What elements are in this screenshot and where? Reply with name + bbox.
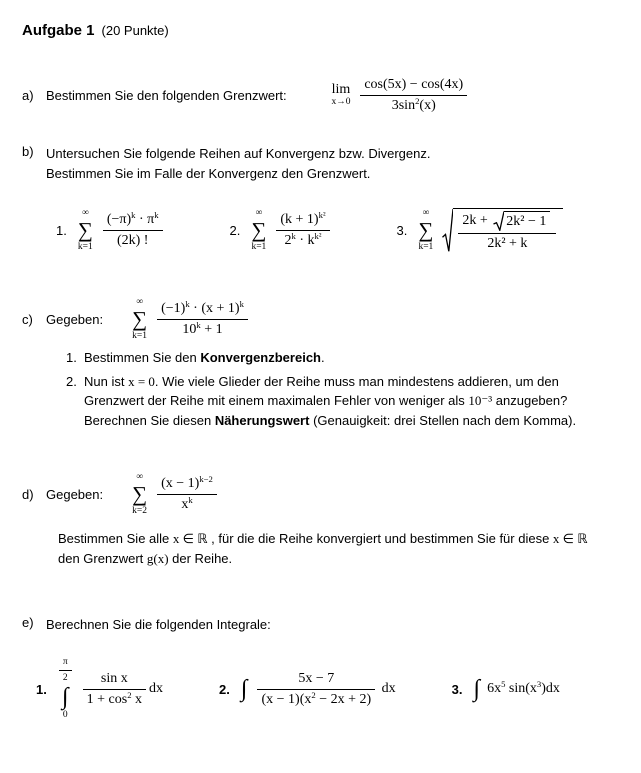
- series-list: [56, 208, 619, 253]
- section-e-header: [22, 615, 619, 635]
- formula-series-2: ∞ ∑ k=1 (k + 1) k² 2 k · k k²: [248, 208, 332, 253]
- task-c2: [66, 372, 619, 431]
- section-c-tasks: [22, 348, 619, 430]
- section-e-label: e): [22, 615, 34, 631]
- formula-integral-1: $\frac{\pi}{2}$ ∫ 0 sin x 1 + cos 2 x dx: [55, 657, 163, 721]
- section-c: [22, 297, 619, 430]
- task-heading: [22, 22, 619, 39]
- section-b: [22, 144, 619, 253]
- integral-number-2: 2.: [219, 681, 230, 697]
- integral-number-1: 1.: [36, 681, 47, 697]
- section-c-label: c): [22, 312, 33, 328]
- formula-series-1: ∞ ∑ k=1 (−π) k · π k (2k) !: [75, 208, 166, 253]
- integral-item-3: [452, 676, 560, 702]
- formula-series-d: ∞ ∑ k=2 (x − 1) k−2 x k: [129, 472, 220, 517]
- section-b-line1: Untersuchen Sie folgende Reihen auf Konvergenz bzw. Divergenz.: [46, 146, 431, 161]
- section-d-given: Gegeben:: [46, 486, 104, 502]
- integral-list: [36, 657, 619, 721]
- formula-series-c: ∞ ∑ k=1 (−1) k · (x + 1) k 10 k + 1: [129, 297, 251, 342]
- task-points: (20 Punkte): [101, 23, 169, 38]
- task-c2-number: 2.: [66, 373, 77, 389]
- section-b-label: b): [22, 144, 34, 159]
- section-e-text: Berechnen Sie die folgenden Integrale:: [46, 617, 271, 633]
- section-d: [22, 472, 619, 569]
- section-d-text: Bestimmen Sie alle x ∈ ℝ , für die die Reihe konvergiert und bestimmen Sie für diese x ∈ ℝ den Grenzwert g(x) der Reihe.: [58, 530, 588, 567]
- section-a: [22, 77, 619, 114]
- formula-limit: lim x→0 cos(5x) − cos(4x) 3sin 2 (x): [329, 77, 471, 114]
- series-item-3: [397, 208, 566, 253]
- series-item-2: [230, 208, 333, 253]
- section-d-header: [22, 472, 619, 517]
- series-item-1: [56, 208, 166, 253]
- task-c1-number: 1.: [66, 350, 77, 366]
- integral-item-2: [219, 671, 396, 708]
- section-e: [22, 615, 619, 721]
- item-number-2: 2.: [229, 223, 241, 239]
- task-c1-text: Bestimmen Sie den Konvergenzbereich.: [84, 350, 325, 366]
- section-a-label: a): [22, 88, 34, 103]
- formula-integral-3: ∫ 6x 5 sin(x 3 )dx: [473, 676, 560, 703]
- section-c-header: [22, 297, 619, 342]
- integral-number-3: 3.: [451, 681, 463, 697]
- section-c-given: Gegeben:: [46, 311, 104, 327]
- formula-integral-2: ∫ 5x − 7 (x − 1)(x 2 − 2x + 2) dx: [240, 670, 396, 707]
- formula-series-3: ∞ ∑ k=1 2k + 2k² − 1 2k² + k: [415, 208, 565, 253]
- task-title: Aufgabe 1: [22, 22, 95, 39]
- section-a-text: Bestimmen Sie den folgenden Grenzwert:: [46, 87, 287, 103]
- task-c1: [66, 348, 619, 368]
- item-number-1: 1.: [56, 223, 67, 239]
- section-b-line2: Bestimmen Sie im Falle der Konvergenz den Grenzwert.: [46, 166, 371, 182]
- item-number-3: 3.: [396, 223, 408, 239]
- task-c2-text: Nun ist x = 0. Wie viele Glieder der Reihe muss man mindestens addieren, um den Grenzwert der Reihe mit einem maximalen Fehler von weniger als 10⁻³ anzugeben? Berechnen Sie diesen Näherungswert (Genauigkeit: drei Stellen nach dem Komma).: [84, 373, 577, 428]
- integral-item-1: [36, 657, 163, 721]
- section-d-label: d): [22, 487, 34, 503]
- section-b-header: [22, 144, 619, 184]
- section-b-text: [46, 144, 430, 184]
